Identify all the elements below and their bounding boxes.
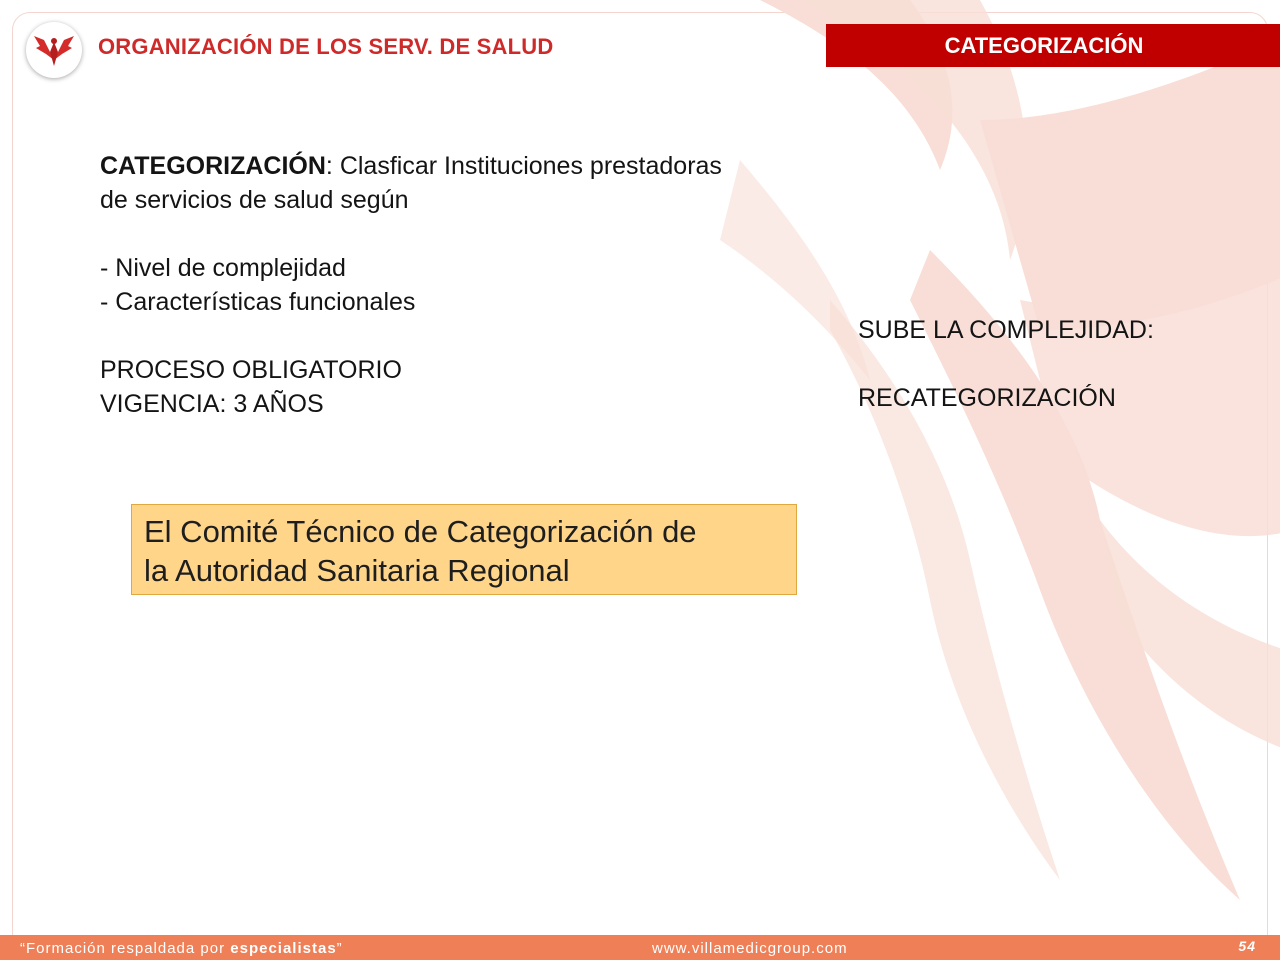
side-note [858, 313, 1154, 415]
callout-line-2: la Autoridad Sanitaria Regional [144, 553, 570, 588]
criteria-item: - Características funcionales [100, 288, 416, 316]
footer-slogan [20, 940, 343, 957]
definition-text-1: : Clasficar Instituciones prestadoras [325, 152, 722, 180]
side-line-2: RECATEGORIZACIÓN [858, 384, 1116, 412]
slogan-prefix: “Formación respaldada por [20, 940, 231, 957]
committee-callout [131, 504, 797, 595]
definition-line-1 [100, 149, 860, 183]
criteria-item: - Nivel de complejidad [100, 254, 346, 282]
header-title: ORGANIZACIÓN DE LOS SERV. DE SALUD [98, 34, 554, 59]
section-tag-label: CATEGORIZACIÓN [944, 32, 1144, 58]
definition-text-2: de servicios de salud según [100, 186, 409, 214]
phoenix-logo-icon [26, 22, 82, 78]
slogan-suffix: ” [336, 940, 343, 957]
slogan-bold: especialistas [230, 940, 337, 957]
phoenix-watermark [680, 0, 1280, 930]
callout-line-1: El Comité Técnico de Categorización de [144, 514, 697, 549]
definition-term: CATEGORIZACIÓN [100, 152, 326, 180]
validity-text: VIGENCIA: 3 AÑOS [100, 390, 324, 418]
process-text: PROCESO OBLIGATORIO [100, 356, 402, 384]
section-tag [826, 24, 1280, 67]
footer-bar [0, 935, 1280, 960]
footer-url[interactable]: www.villamedicgroup.com [652, 940, 848, 957]
definition-block [100, 149, 860, 421]
page-number: 54 [1238, 938, 1256, 954]
side-line-1: SUBE LA COMPLEJIDAD: [858, 316, 1154, 344]
